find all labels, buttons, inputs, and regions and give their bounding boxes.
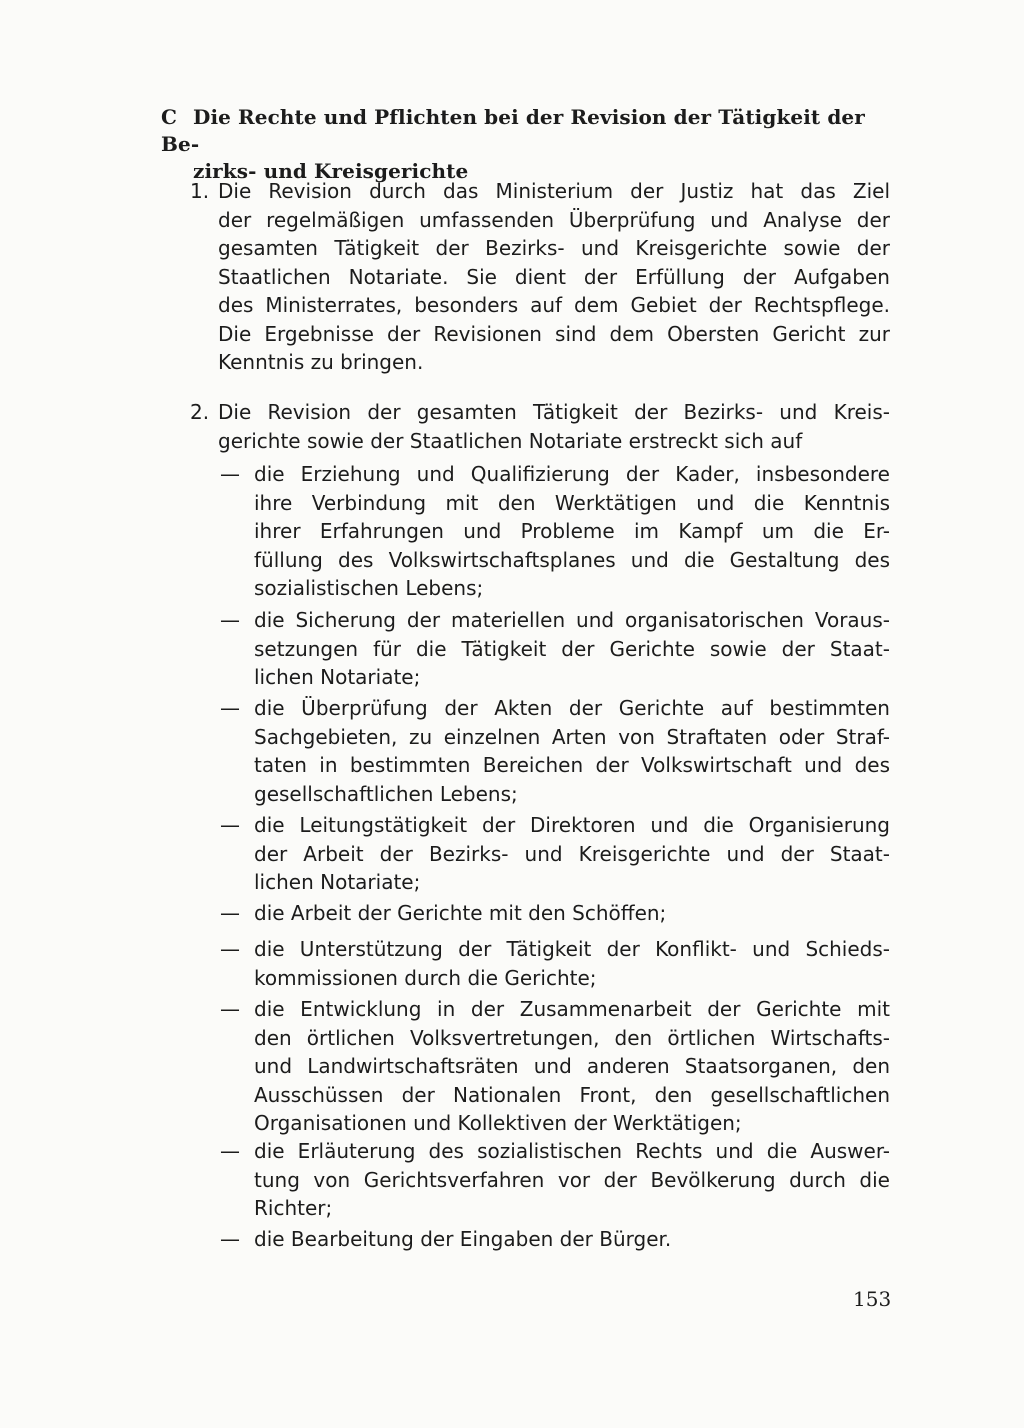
heading-line-1: C Die Rechte und Pflichten bei der Revision der Tätigkeit der Be-: [161, 105, 865, 156]
text-line: den örtlichen Volksvertretungen, den örtlichen Wirtschafts-: [254, 1025, 890, 1050]
text-line: Organisationen und Kollektiven der Werktätigen;: [254, 1111, 742, 1135]
text-line: ihrer Erfahrungen und Probleme im Kampf um die Er-: [254, 519, 890, 543]
section-letter: C: [161, 105, 178, 129]
text-line: Ausschüssen der Nationalen Front, den gesellschaftlichen: [254, 1082, 890, 1107]
dash-bullet: —: [220, 997, 240, 1021]
list-item: [220, 606, 890, 692]
dash-bullet: —: [220, 462, 240, 486]
dash-bullet: —: [220, 696, 240, 720]
text-line: die Überprüfung der Akten der Gerichte auf bestimmten: [254, 696, 890, 720]
text-line: Staatlichen Notariate. Sie dient der Erfüllung der Aufgaben: [218, 264, 890, 289]
paragraph-number: 1.: [190, 179, 210, 203]
text-line: setzungen für die Tätigkeit der Gerichte sowie der Staat-: [254, 636, 890, 661]
text-line: und Landwirtschaftsräten und anderen Staatsorganen, den: [254, 1054, 890, 1078]
list-item: [220, 694, 890, 808]
list-item: [220, 899, 890, 928]
list-item: [220, 935, 890, 992]
text-line: sozialistischen Lebens;: [254, 576, 484, 600]
text-line: Die Revision der gesamten Tätigkeit der Bezirks- und Kreis-: [218, 400, 890, 424]
text-line: Richter;: [254, 1196, 333, 1220]
text-line: des Ministerrates, besonders auf dem Gebiet der Rechtspflege.: [218, 293, 890, 317]
section-heading: [161, 104, 893, 185]
text-line: der Arbeit der Bezirks- und Kreisgerichte und der Staat-: [254, 841, 890, 866]
text-line: kommissionen durch die Gerichte;: [254, 965, 597, 990]
list-item: [220, 460, 890, 603]
text-line: Die Revision durch das Ministerium der Justiz hat das Ziel: [218, 179, 890, 203]
text-line: taten in bestimmten Bereichen der Volkswirtschaft und des: [254, 753, 890, 777]
text-line: die Arbeit der Gerichte mit den Schöffen;: [254, 901, 667, 925]
text-line: Sachgebieten, zu einzelnen Arten von Straftaten oder Straf-: [254, 724, 890, 749]
text-line: Die Ergebnisse der Revisionen sind dem Obersten Gericht zur: [218, 321, 890, 346]
text-line: lichen Notariate;: [254, 870, 421, 894]
text-line: gesamten Tätigkeit der Bezirks- und Kreisgerichte sowie der: [218, 236, 890, 260]
text-line: die Bearbeitung der Eingaben der Bürger.: [254, 1227, 672, 1251]
text-line: die Leitungstätigkeit der Direktoren und die Organisierung: [254, 813, 890, 837]
text-line: die Erziehung und Qualifizierung der Kader, insbesondere: [254, 462, 890, 486]
dash-bullet: —: [220, 1139, 240, 1163]
list-item: [220, 1225, 890, 1254]
text-line: der regelmäßigen umfassenden Überprüfung und Analyse der: [218, 207, 890, 232]
text-line: die Entwicklung in der Zusammenarbeit der Gerichte mit: [254, 997, 890, 1021]
text-line: tung von Gerichtsverfahren vor der Bevölkerung durch die: [254, 1167, 890, 1192]
paragraph-number: 2.: [190, 400, 210, 424]
dash-bullet: —: [220, 1227, 240, 1251]
list-item: [220, 995, 890, 1138]
page-number: 153: [853, 1287, 892, 1311]
list-item: [220, 811, 890, 897]
paragraph-1: [190, 177, 890, 377]
text-line: die Sicherung der materiellen und organisatorischen Voraus-: [254, 608, 890, 632]
text-line: die Unterstützung der Tätigkeit der Konflikt- und Schieds-: [254, 937, 890, 961]
text-line: die Erläuterung des sozialistischen Rechts und die Auswer-: [254, 1139, 890, 1163]
dash-bullet: —: [220, 813, 240, 837]
text-line: füllung des Volkswirtschaftsplanes und die Gestaltung des: [254, 547, 890, 572]
paragraph-2: [190, 398, 890, 455]
list-item: [220, 1137, 890, 1223]
dash-bullet: —: [220, 901, 240, 925]
text-line: lichen Notariate;: [254, 665, 421, 689]
text-line: Kenntnis zu bringen.: [218, 350, 424, 374]
text-line: gesellschaftlichen Lebens;: [254, 781, 518, 806]
heading-line-2: zirks- und Kreisgerichte: [193, 159, 469, 183]
dash-bullet: —: [220, 608, 240, 632]
text-line: ihre Verbindung mit den Werktätigen und die Kenntnis: [254, 490, 890, 515]
text-line: gerichte sowie der Staatlichen Notariate erstreckt sich auf: [218, 428, 803, 453]
dash-bullet: —: [220, 937, 240, 961]
